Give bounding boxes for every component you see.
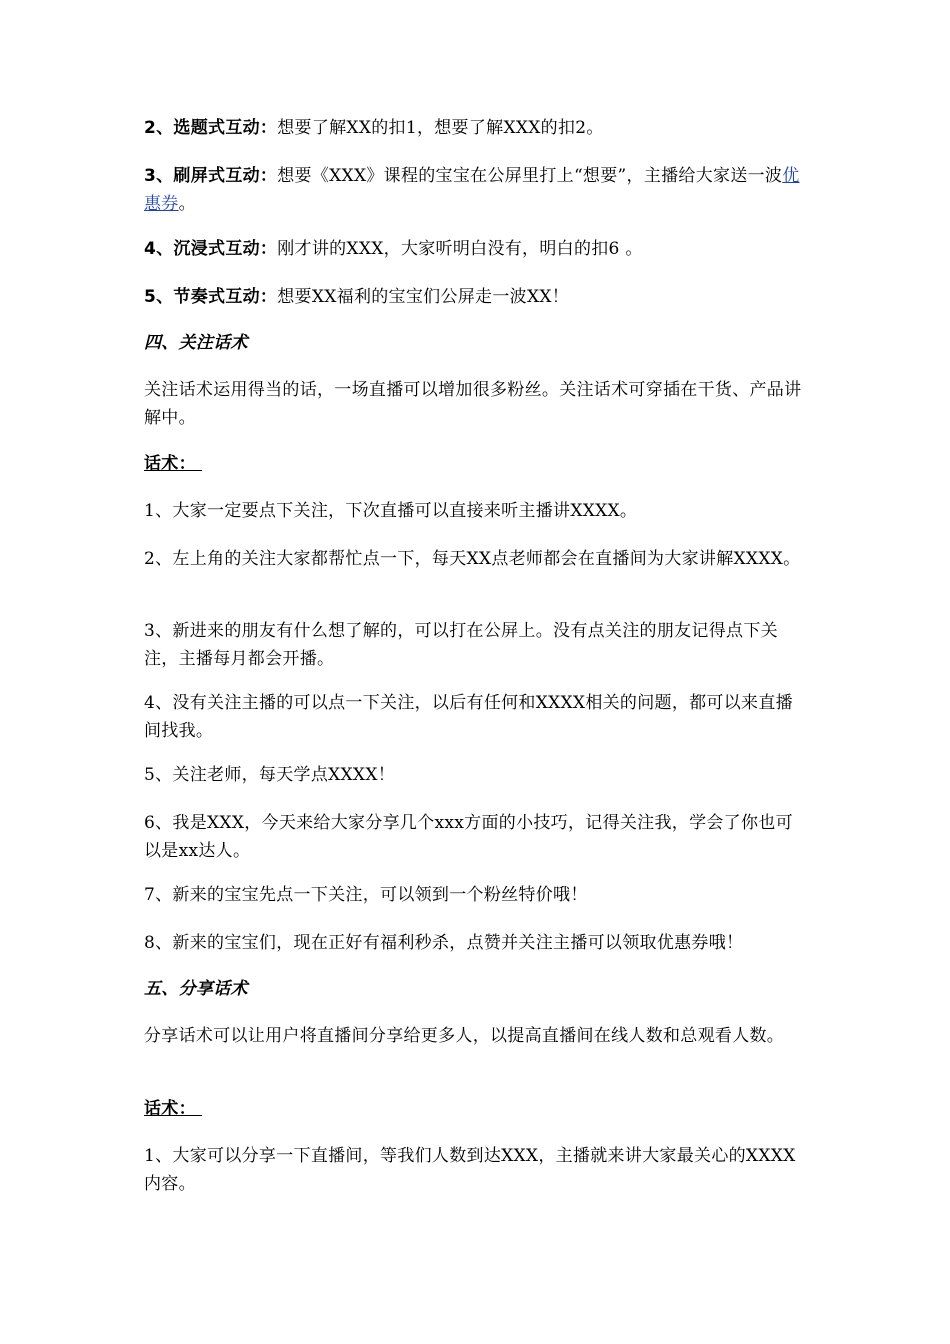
interaction-text: 刚才讲的XXX，大家听明白没有，明白的扣6 。	[277, 239, 643, 259]
follow-item-5: 5、关注老师，每天学点XXXX！	[144, 765, 396, 785]
follow-item-7: 7、新来的宝宝先点一下关注，可以领到一个粉丝特价哦！	[144, 885, 588, 905]
interaction-item-5	[144, 283, 810, 311]
share-script-label: 话术：	[144, 1099, 203, 1119]
interaction-text: 想要XX福利的宝宝们公屏走一波XX！	[277, 287, 570, 307]
follow-item-4: 4、没有关注主播的可以点一下关注，以后有任何和XXXX相关的问题，都可以来直播间找我。	[144, 693, 793, 741]
interaction-label: 3、刷屏式互动：	[144, 166, 278, 186]
interaction-text: 想要《XXX》课程的宝宝在公屏里打上“想要”，主播给大家送一波	[277, 166, 783, 186]
interaction-item-4	[144, 235, 810, 263]
follow-item-3: 3、新进来的朋友有什么想了解的，可以打在公屏上。没有点关注的朋友记得点下关注，主播每月都会开播。	[144, 621, 778, 669]
interaction-item-2	[144, 114, 810, 142]
interaction-label: 4、沉浸式互动：	[144, 239, 278, 259]
follow-script-label: 话术：	[144, 454, 203, 474]
interaction-text: 想要了解XX的扣1，想要了解XXX的扣2。	[277, 118, 604, 138]
follow-item-2: 2、左上角的关注大家都帮忙点一下，每天XX点老师都会在直播间为大家讲解XXXX。	[144, 549, 801, 569]
interaction-tail: 。	[178, 194, 196, 214]
follow-intro: 关注话术运用得当的话，一场直播可以增加很多粉丝。关注话术可穿插在干货、产品讲解中。	[144, 380, 802, 428]
follow-item-6: 6、我是XXX，今天来给大家分享几个xxx方面的小技巧，记得关注我，学会了你也可以是xx达人。	[144, 813, 793, 861]
share-heading: 五、分享话术	[144, 979, 248, 999]
share-script-label-row	[144, 1095, 810, 1123]
follow-script-label-row	[144, 450, 810, 478]
follow-heading: 四、关注话术	[144, 333, 248, 353]
interaction-label: 2、选题式互动：	[144, 118, 278, 138]
interaction-item-3	[144, 162, 810, 218]
interaction-label: 5、节奏式互动：	[144, 287, 278, 307]
share-item-1: 1、大家可以分享一下直播间，等我们人数到达XXX，主播就来讲大家最关心的XXXX内容。	[144, 1146, 796, 1194]
follow-item-8: 8、新来的宝宝们，现在正好有福利秒杀，点赞并关注主播可以领取优惠券哦！	[144, 933, 744, 953]
share-intro: 分享话术可以让用户将直播间分享给更多人，以提高直播间在线人数和总观看人数。	[144, 1026, 785, 1046]
coupon-link[interactable]: 优惠券	[144, 166, 800, 214]
follow-item-1: 1、大家一定要点下关注，下次直播可以直接来听主播讲XXXX。	[144, 501, 638, 521]
